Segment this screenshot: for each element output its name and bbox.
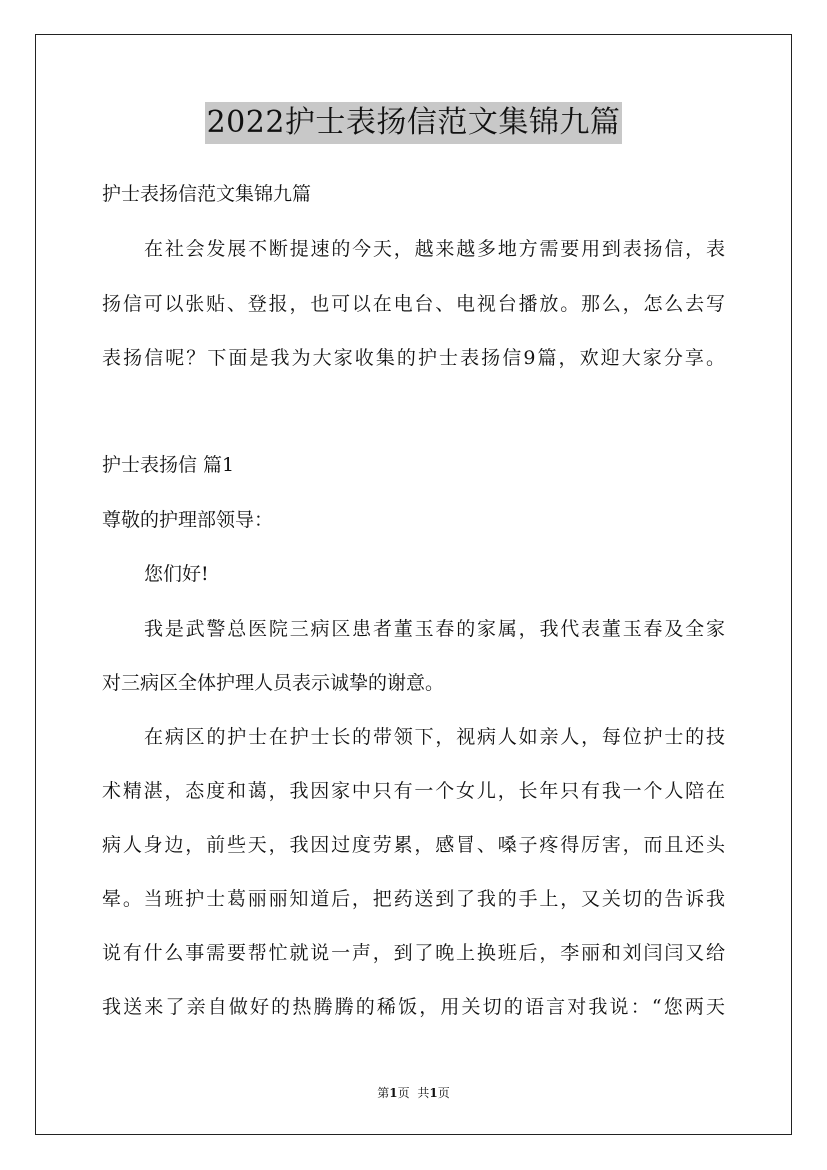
document-subtitle: 护士表扬信范文集锦九篇 [102,183,312,205]
total-pages: 1 [429,1086,438,1100]
paragraph2-line-1: 在病区的护士在护士长的带领下，视病人如亲人，每位护士的技 [144,726,725,748]
title-container [0,102,827,144]
total-prefix: 共 [417,1086,430,1100]
page-number: 1 [389,1086,398,1100]
paragraph2-line-4: 晕。当班护士葛丽丽知道后，把药送到了我的手上，又关切的告诉我 [102,888,725,910]
intro-line-3: 表扬信呢？下面是我为大家收集的护士表扬信9篇，欢迎大家分享。 [102,347,725,369]
section-heading: 护士表扬信 篇1 [102,454,235,476]
page-suffix: 页 [397,1086,410,1100]
greeting: 您们好! [144,563,209,585]
total-suffix: 页 [437,1086,450,1100]
intro-line-1: 在社会发展不断提速的今天，越来越多地方需要用到表扬信，表 [144,238,725,260]
paragraph1-line-1: 我是武警总医院三病区患者董玉春的家属，我代表董玉春及全家 [144,618,725,640]
page-prefix: 第 [377,1086,390,1100]
intro-line-2: 扬信可以张贴、登报，也可以在电台、电视台播放。那么，怎么去写 [102,293,725,315]
paragraph2-line-5: 说有什么事需要帮忙就说一声，到了晚上换班后，李丽和刘闫闫又给 [102,942,725,964]
document-title: 2022护士表扬信范文集锦九篇 [205,102,623,144]
paragraph2-line-6: 我送来了亲自做好的热腾腾的稀饭，用关切的语言对我说：“您两天 [102,996,725,1018]
salutation: 尊敬的护理部领导： [102,509,274,531]
paragraph2-line-3: 病人身边，前些天，我因过度劳累，感冒、嗓子疼得厉害，而且还头 [102,834,725,856]
paragraph2-line-2: 术精湛，态度和蔼，我因家中只有一个女儿，长年只有我一个人陪在 [102,780,725,802]
page-footer [0,1085,827,1101]
paragraph1-line-2: 对三病区全体护理人员表示诚挚的谢意。 [102,672,445,694]
